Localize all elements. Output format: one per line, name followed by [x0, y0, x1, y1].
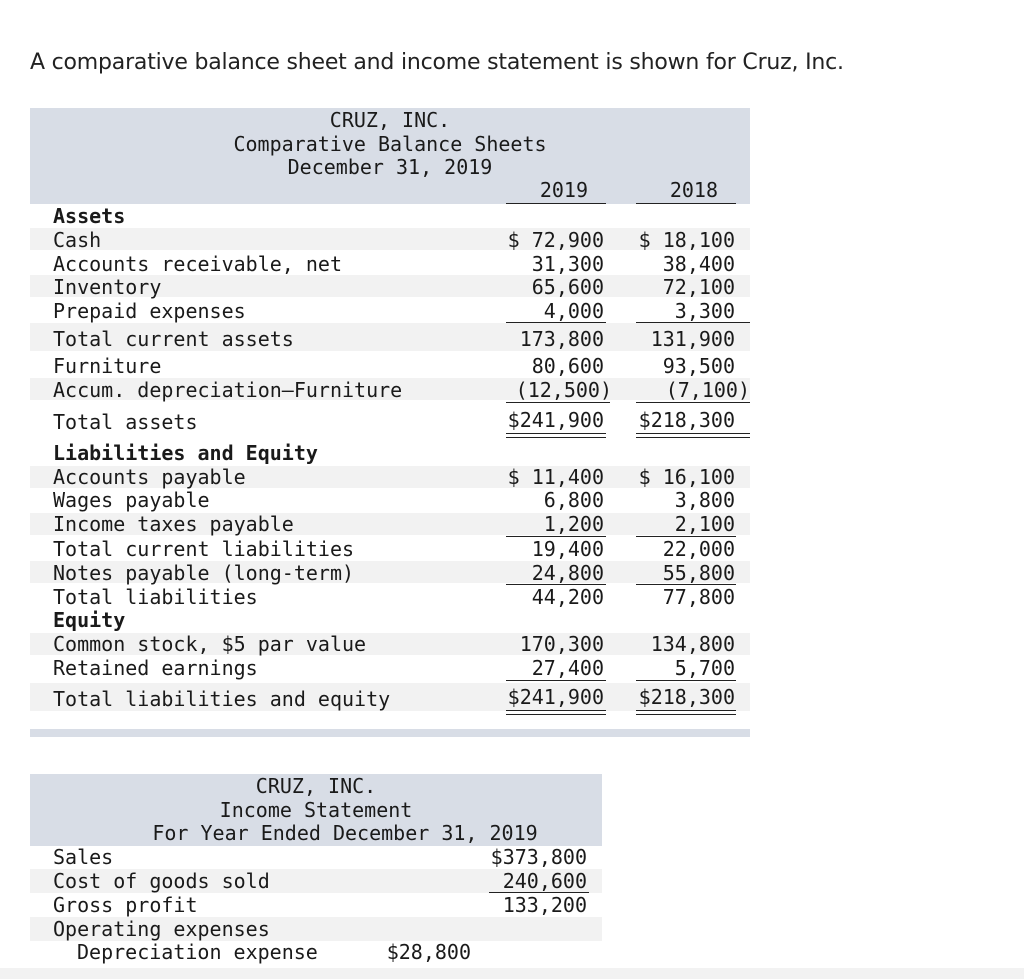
equity-heading: Equity [53, 608, 126, 632]
wages-label: Wages payable [53, 488, 210, 512]
gp-label: Gross profit [53, 893, 198, 917]
col-2018-header: 2018 [669, 178, 718, 202]
wages-2018: 3,800 [674, 488, 735, 512]
gp-value: 133,200 [502, 893, 587, 917]
cash-label: Cash [53, 228, 102, 252]
itp-2018: 2,100 [674, 512, 735, 536]
ar-2019: 31,300 [531, 252, 604, 276]
bs-company: CRUZ, INC. [329, 108, 451, 132]
sales-label: Sales [53, 845, 114, 869]
dep-value: $28,800 [386, 940, 471, 964]
ap-label: Accounts payable [53, 465, 246, 489]
bs-date: December 31, 2019 [287, 155, 493, 179]
cash-2019: $ 72,900 [507, 228, 604, 252]
accum-2019: (12,500) [515, 378, 612, 402]
inventory-label: Inventory [53, 275, 162, 299]
tle-label: Total liabilities and equity [53, 687, 391, 711]
cogs-value: 240,600 [502, 869, 587, 893]
tcl-2019: 19,400 [531, 537, 604, 561]
re-2018: 5,700 [674, 656, 735, 680]
le-heading: Liabilities and Equity [53, 441, 318, 465]
notes-2019: 24,800 [531, 561, 604, 585]
wages-2019: 6,800 [543, 488, 604, 512]
assets-heading: Assets [53, 204, 126, 228]
tcl-label: Total current liabilities [53, 537, 355, 561]
tca-2019: 173,800 [519, 327, 604, 351]
tca-label: Total current assets [53, 327, 294, 351]
bs-title: Comparative Balance Sheets [233, 132, 547, 156]
ap-2018: $ 16,100 [638, 465, 735, 489]
balance-sheet-footer [30, 729, 750, 737]
ta-2018: $218,300 [638, 408, 735, 432]
intro-text: A comparative balance sheet and income statement is shown for Cruz, Inc. [30, 50, 844, 75]
cs-2019: 170,300 [519, 632, 604, 656]
furniture-2018: 93,500 [662, 354, 735, 378]
ta-label: Total assets [53, 410, 198, 434]
re-label: Retained earnings [53, 656, 258, 680]
notes-2018: 55,800 [662, 561, 735, 585]
cash-2018: $ 18,100 [638, 228, 735, 252]
tle-2019: $241,900 [507, 685, 604, 709]
is-company: CRUZ, INC. [255, 774, 377, 798]
re-2019: 27,400 [531, 656, 604, 680]
cs-2018: 134,800 [650, 632, 735, 656]
ar-2018: 38,400 [662, 252, 735, 276]
is-title: Income Statement [219, 798, 413, 822]
tle-2018: $218,300 [638, 685, 735, 709]
col-2019-header: 2019 [539, 178, 588, 202]
ta-2019: $241,900 [507, 408, 604, 432]
sales-value: $373,800 [490, 845, 587, 869]
bottom-rule [0, 968, 1024, 979]
tca-2018: 131,900 [650, 327, 735, 351]
prepaid-label: Prepaid expenses [53, 299, 246, 323]
dep-label: Depreciation expense [77, 940, 318, 964]
prepaid-2019: 4,000 [543, 299, 604, 323]
ar-label: Accounts receivable, net [53, 252, 342, 276]
accum-label: Accum. depreciation—Furniture [53, 378, 403, 402]
accum-2018: (7,100) [665, 378, 750, 402]
tl-2019: 44,200 [531, 585, 604, 609]
furniture-label: Furniture [53, 354, 162, 378]
itp-2019: 1,200 [543, 512, 604, 536]
itp-label: Income taxes payable [53, 512, 294, 536]
ap-2019: $ 11,400 [507, 465, 604, 489]
is-period: For Year Ended December 31, 2019 [152, 821, 538, 845]
opex-heading: Operating expenses [53, 917, 270, 941]
tl-label: Total liabilities [53, 585, 258, 609]
cs-label: Common stock, $5 par value [53, 632, 367, 656]
notes-label: Notes payable (long-term) [53, 561, 355, 585]
prepaid-2018: 3,300 [674, 299, 735, 323]
tcl-2018: 22,000 [662, 537, 735, 561]
cogs-label: Cost of goods sold [53, 869, 270, 893]
tl-2018: 77,800 [662, 585, 735, 609]
furniture-2019: 80,600 [531, 354, 604, 378]
inventory-2018: 72,100 [662, 275, 735, 299]
inventory-2019: 65,600 [531, 275, 604, 299]
